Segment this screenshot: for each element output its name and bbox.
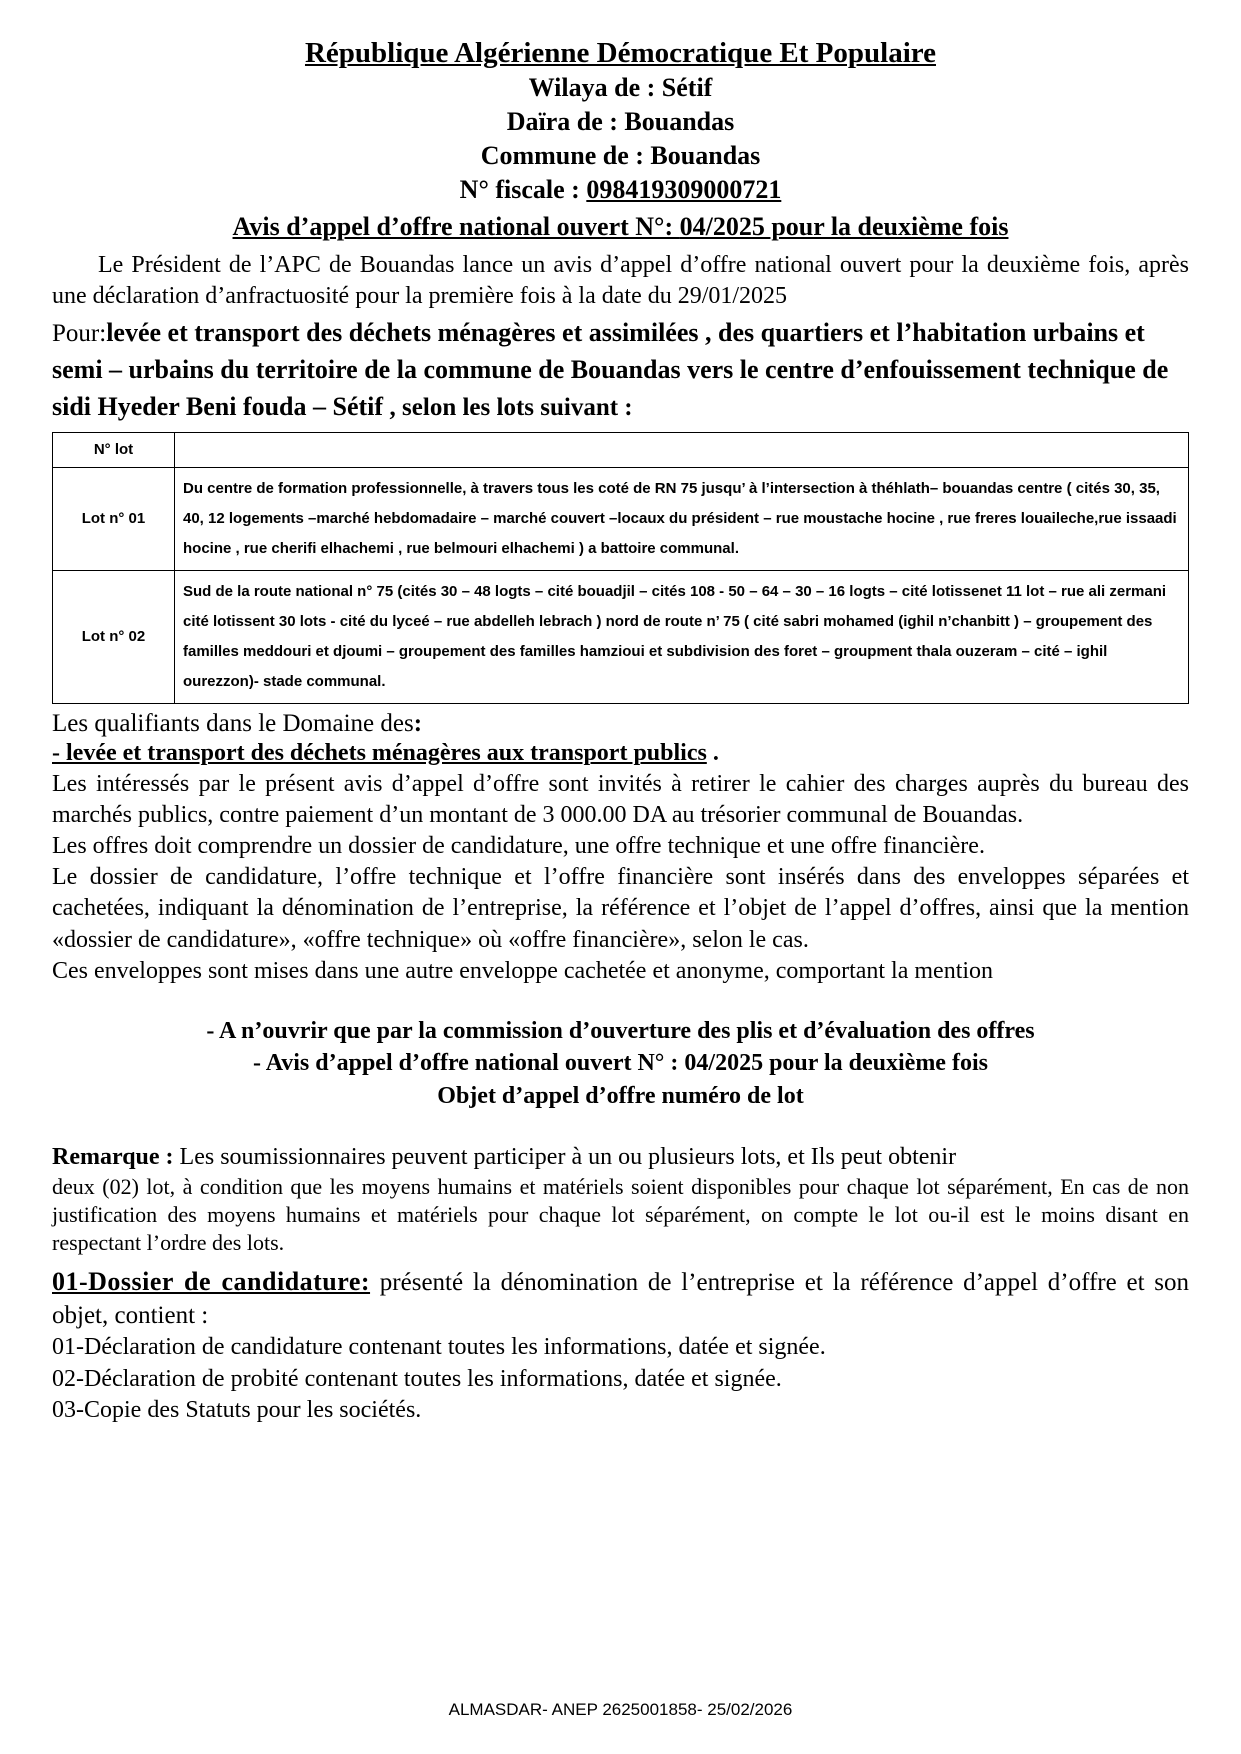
table-header-empty	[175, 432, 1189, 467]
table-col-header-lot: N° lot	[53, 432, 175, 467]
dossier-intro	[52, 1265, 1189, 1332]
table-row	[53, 467, 1189, 570]
intro-text: Le Président de l’APC de Bouandas lance un avis d’appel d’offre national ouvert pour la deuxième fois, après une déclaration d’anfractuosité pour la première fois à la date du 29/01/2025	[52, 251, 1189, 310]
remarque-detail: deux (02) lot, à condition que les moyens humains et matériels soient disponibles pour chaque lot séparément, En cas de non justification des moyens humains et matériels pour chaque lot séparément, on compte le lot ou-il est le moins disant en respectant l’ordre des lots.	[52, 1173, 1189, 1256]
paragraph-offres: Les offres doit comprendre un dossier de candidature, une offre technique et une offre financière.	[52, 833, 985, 860]
header-fiscal	[52, 173, 1189, 207]
lot-description: Sud de la route national n° 75 (cités 30 – 48 logts – cité bouadjil – cités 108 - 50 – 64 – 30 – 16 logts – cité lotissenet 11 lot – rue ali zermani cité lotissent 30 lots - cité du lyceé – rue abdelleh lebrach ) nord de route n’ 75 ( cité sabri mohamed (ighil n’chanbitt ) – groupement des familles meddouri et djoumi – groupement des familles hamzioui et subdivision des foret – groupment thala ouzeram – cité – ighil ourezzon)- stade communal.	[175, 570, 1189, 703]
page-footer: ALMASDAR- ANEP 2625001858- 25/02/2026	[448, 1700, 793, 1719]
object-tail: , selon les lots suivant :	[389, 393, 633, 421]
lot-number: Lot n° 01	[53, 467, 175, 570]
header-notice	[52, 209, 1189, 244]
qualifiants-colon: :	[413, 709, 423, 737]
paragraph-retrait: Les intéressés par le présent avis d’appel d’offre sont invités à retirer le cahier des charges auprès du bureau des marchés publics, contre paiement d’un montant de 3 000.00 DA au trésorier communal de Bouandas.	[52, 770, 1189, 828]
header-commune: Commune de : Bouandas	[480, 140, 761, 170]
mention-line-3: Objet d’appel d’offre numéro de lot	[437, 1082, 804, 1109]
object-label: Pour:	[52, 320, 107, 347]
fiscal-value: 098419309000721	[586, 174, 782, 204]
list-item: 03-Copie des Statuts pour les sociétés.	[52, 1396, 422, 1423]
document-header	[52, 36, 1189, 244]
domaine-text: - levée et transport des déchets ménagères aux transport publics	[52, 739, 707, 766]
lot-description: Du centre de formation professionnelle, à travers tous les coté de RN 75 jusqu’ à l’intersection à théhlath– bouandas centre ( cités 30, 35, 40, 12 logements –marché hebdomadaire – marché couvert –locaux du président – rue moustache hocine , rue freres louaileche,rue issaadi hocine , rue cherifi elhachemi , rue belmouri elhachemi ) a battoire communal.	[175, 467, 1189, 570]
domaine-tail: .	[706, 739, 719, 766]
lot-number: Lot n° 02	[53, 570, 175, 703]
mentions-block	[52, 1015, 1189, 1112]
header-wilaya: Wilaya de : Sétif	[528, 73, 713, 103]
list-item: 02-Déclaration de probité contenant toutes les informations, datée et signée.	[52, 1365, 782, 1392]
paragraph-enveloppes: Le dossier de candidature, l’offre technique et l’offre financière sont insérés dans des enveloppes séparées et cachetées, indiquant la dénomination de l’entreprise, la référence et l’objet de l’appel d’offres, ainsi que la mention «dossier de candidature», «offre technique» où «offre financière», selon le cas.	[52, 864, 1189, 953]
remarque-text: Les soumissionnaires peuvent participer à un ou plusieurs lots, et Ils peut obtenir	[173, 1144, 957, 1171]
qualifiants-line	[52, 710, 1189, 738]
intro-paragraph	[52, 250, 1189, 313]
lots-table	[52, 432, 1189, 704]
object-block	[52, 315, 1189, 426]
header-daira: Daïra de : Bouandas	[506, 107, 735, 137]
paragraph-anonyme: Ces enveloppes sont mises dans une autre enveloppe cachetée et anonyme, comportant la mention	[52, 957, 994, 984]
remarque-block	[52, 1142, 1189, 1257]
notice-prefix: Avis d’appel d’offre national ouvert N°:	[232, 211, 680, 241]
dossier-block	[52, 1265, 1189, 1426]
notice-number: 04/2025 pour la deuxième fois	[679, 211, 1009, 241]
mention-line-1: - A n’ouvrir que par la commission d’ouverture des plis et d’évaluation des offres	[206, 1018, 1035, 1045]
table-row	[53, 570, 1189, 703]
header-republic: République Algérienne Démocratique Et Populaire	[304, 37, 936, 69]
object-text: levée et transport des déchets ménagères et assimilées , des quartiers et l’habitation urbains et semi – urbains du territoire de la commune de Bouandas vers le centre d’enfouissement technique de sidi Hyeder Beni fouda – Sétif	[52, 318, 1169, 421]
table-header-row	[53, 432, 1189, 467]
qualifiants-prefix: Les qualifiants dans le Domaine des	[52, 709, 414, 737]
domaine-line	[52, 740, 1189, 767]
dossier-intro-text: présenté la dénomination de l’entreprise et la référence d’appel d’offre et son objet, contient :	[52, 1269, 1189, 1329]
mention-line-2: - Avis d’appel d’offre national ouvert N° : 04/2025 pour la deuxième fois	[253, 1050, 988, 1077]
dossier-title: 01-Dossier de candidature:	[52, 1267, 371, 1297]
fiscal-label: N° fiscale :	[459, 174, 587, 204]
list-item: 01-Déclaration de candidature contenant toutes les informations, datée et signée.	[52, 1334, 826, 1361]
remarque-label: Remarque :	[52, 1144, 174, 1171]
